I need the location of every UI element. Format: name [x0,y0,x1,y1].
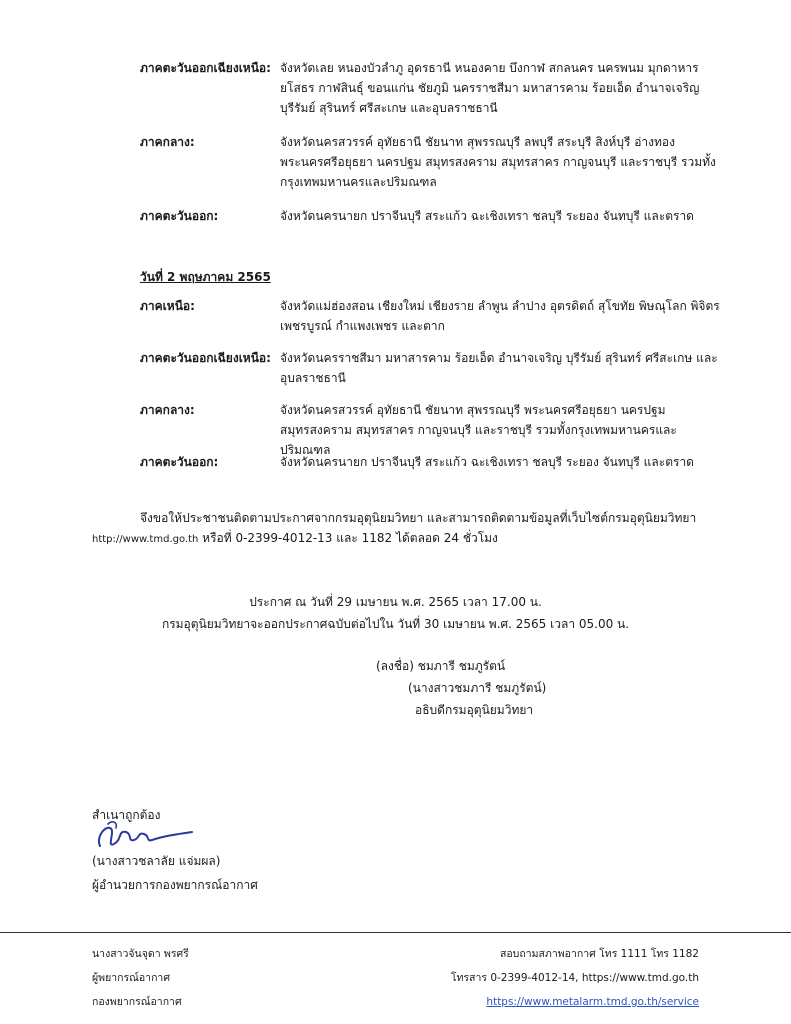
region-label: ภาคกลาง: [140,403,195,417]
region-provinces: จังหวัดนครราชสีมา มหาสารคาม ร้อยเอ็ด อำนาจเจริญ บุรีรัมย์ สุรินทร์ ศรีสะเกษ และอุบลราชธานี [280,351,718,385]
closing-paragraph [92,508,722,550]
region-provinces: จังหวัดเลย หนองบัวลำภู อุดรธานี หนองคาย บึงกาฬ สกลนคร นครพนม มุกดาหาร ยโสธร กาฬสินธุ์ ขอนแก่น ชัยภูมิ นครราชสีมา มหาสารคาม ร้อยเอ็ด อำนาจเจริญ บุรีรัมย์ สุรินทร์ ศรีสะเกษ และอุบลราชธานี [280,61,700,115]
announce-date: ประกาศ ณ วันที่ 29 เมษายน พ.ศ. 2565 เวลา 17.00 น. [249,595,542,609]
region-provinces: จังหวัดนครนายก ปราจีนบุรี สระแก้ว ฉะเชิงเทรา ชลบุรี ระยอง จันทบุรี และตราด [280,209,694,223]
signatory-title: อธิบดีกรมอุตุนิยมวิทยา [415,703,534,717]
tmd-url[interactable]: http://www.tmd.go.th [92,534,199,545]
region-label: ภาคตะวันออกเฉียงเหนือ: [140,61,271,75]
region-north [140,296,720,336]
next-announce: กรมอุตุนิยมวิทยาจะออกประกาศฉบับต่อไปใน วันที่ 30 เมษายน พ.ศ. 2565 เวลา 05.00 น. [161,617,630,631]
region-east-2 [140,452,720,472]
forecaster-name: นางสาวจันจุดา พรศรี [92,948,189,960]
region-central [140,132,720,192]
closing-contact: หรือที่ 0-2399-4012-13 และ 1182 ได้ตลอด 24 ชั่วโมง [198,531,498,545]
certify-name: (นางสาวชลาลัย แจ่มผล) [92,854,221,868]
forecaster-role: ผู้พยากรณ์อากาศ [92,972,170,984]
footer-contact-person [92,942,189,1014]
signed-line: (ลงชื่อ) ชมภารี ชมภูรัตน์ [376,659,506,673]
region-provinces: จังหวัดแม่ฮ่องสอน เชียงใหม่ เชียงราย ลำพูน ลำปาง อุตรดิตถ์ สุโขทัย พิษณุโลก พิจิตร เพชรบูรณ์ กำแพงเพชร และตาก [280,299,720,333]
metalarm-link[interactable]: https://www.metalarm.tmd.go.th/service [486,996,699,1008]
footer-contact-info [451,942,699,1014]
fax-text: โทรสาร 0-2399-4012-14, https://www.tmd.go.th [450,972,699,984]
certify-label: สำเนาถูกต้อง [92,808,161,822]
region-label: ภาคตะวันออก: [140,455,219,469]
region-provinces: จังหวัดนครสวรรค์ อุทัยธานี ชัยนาท สุพรรณบุรี พระนครศรีอยุธยา นครปฐม สมุทรสงคราม สมุทรสาคร กาญจนบุรี และราชบุรี รวมทั้งกรุงเทพมหานครและปริมณฑล [280,403,677,457]
signatory-name: (นางสาวชมภารี ชมภูรัตน์) [408,681,547,695]
region-central-2 [140,400,720,460]
region-provinces: จังหวัดนครนายก ปราจีนบุรี สระแก้ว ฉะเชิงเทรา ชลบุรี ระยอง จันทบุรี และตราด [280,455,694,469]
region-northeast [140,58,720,118]
hotline-text: สอบถามสภาพอากาศ โทร 1111 โทร 1182 [499,948,699,960]
region-northeast-2 [140,348,720,388]
region-label: ภาคเหนือ: [140,299,195,313]
certify-title: ผู้อำนวยการกองพยากรณ์อากาศ [92,878,258,892]
footer-divider [0,932,791,933]
region-provinces: จังหวัดนครสวรรค์ อุทัยธานี ชัยนาท สุพรรณบุรี ลพบุรี สระบุรี สิงห์บุรี อ่างทอง พระนครศรีอยุธยา นครปฐม สมุทรสงคราม สมุทรสาคร กาญจนบุรี และราชบุรี รวมทั้งกรุงเทพมหานครและปริมณฑล [280,135,716,189]
forecaster-division: กองพยากรณ์อากาศ [92,996,182,1008]
closing-line: จึงขอให้ประชาชนติดตามประกาศจากกรมอุตุนิยมวิทยา และสามารถติดตามข้อมูลที่เว็บไซต์กรมอุตุนิยมวิทยา [140,511,697,525]
region-label: ภาคตะวันออกเฉียงเหนือ: [140,351,271,365]
region-east [140,206,720,226]
region-label: ภาคตะวันออก: [140,209,219,223]
region-label: ภาคกลาง: [140,135,195,149]
handwritten-signature-icon [94,818,194,852]
section-date-heading: วันที่ 2 พฤษภาคม 2565 [140,270,271,284]
